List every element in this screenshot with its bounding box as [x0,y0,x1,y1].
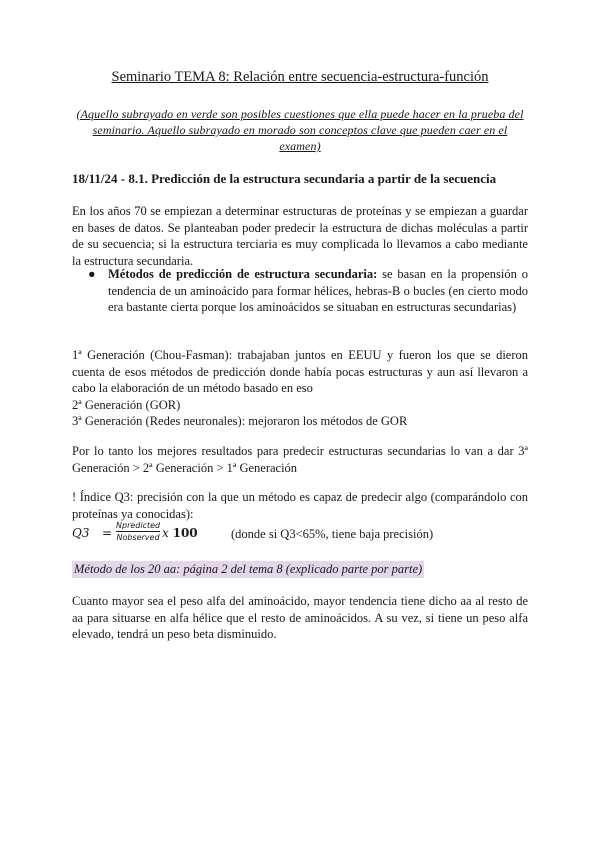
formula-note: (donde si Q3<65%, tiene baja precisión) [231,527,434,541]
generations-list [72,347,528,430]
formula-numerator: Npredicted [116,521,161,530]
formula-equals: = [102,526,113,540]
highlighted-reference: Método de los 20 aa: página 2 del tema 8 (explicado parte por parte) [74,562,423,576]
generation-item: 3ª Generación (Redes neuronales): mejoraron los métodos de GOR [72,414,408,428]
document-title: Seminario TEMA 8: Relación entre secuencia-estructura-función [111,69,489,85]
generation-item: 1ª Generación (Chou-Fasman): trabajaban juntos en EEUU y fueron los que se dieron cuenta de esos métodos de predicción donde había pocas estructuras y aun así llevaron a cabo la elaboración de un método basado en eso [72,348,528,395]
formula-lhs: Q3 [72,526,90,540]
generation-item: 2ª Generación (GOR) [72,397,181,412]
formula-times: x [162,526,169,540]
formula-denominator: Nobserved [116,533,160,542]
bullet-description: se basan en la propensión o tendencia de un aminoácido para formar hélices, hebras-B o bucles (en cierto modo era bastante cierta porque los aminoácidos se situaban en estructuras secundarias) [108,267,528,314]
formula-fraction [116,521,160,542]
intro-paragraph: En los años 70 se empiezan a determinar estructuras de proteínas y se empiezan a guardar en bases de datos. Se planteaban poder predecir la estructura de dichas moléculas a partir de su secuencia; si la estructura terciaria es muy complicada lo llevamos a cabo mediante la estructura secundaria. [72,204,528,268]
bullet-bold-term: Métodos de predicción de estructura secundaria: [108,267,378,281]
bullet-item [88,266,528,316]
ranking-paragraph: Por lo tanto los mejores resultados para predecir estructuras secundarias lo van a dar 3ª Generación > 2ª Generación > 1ª Generación [72,444,528,475]
underline-legend-note: (Aquello subrayado en verde son posibles cuestiones que ella puede hacer en la prueba del seminario. Aquello subrayado en morado son conceptos clave que pueden caer en el examen) [76,107,524,153]
q3-index-paragraph: ! Índice Q3: precisión con la que un método es capaz de predecir algo (comparándolo con proteínas ya conocidas): [72,490,528,521]
bullet-marker: ● [88,267,96,281]
bullet-text [108,266,528,316]
section-heading: 18/11/24 - 8.1. Predicción de la estructura secundaria a partir de la secuencia [72,171,497,186]
alpha-weight-paragraph: Cuanto mayor sea el peso alfa del aminoácido, mayor tendencia tiene dicho aa al resto de aa para situarse en alfa hélice que el resto de aminoácidos. A su vez, si tiene un peso alfa elevado, tendrá un peso beta disminuido. [72,594,528,641]
formula-multiplier [162,526,198,540]
formula-factor: 100 [172,526,198,540]
